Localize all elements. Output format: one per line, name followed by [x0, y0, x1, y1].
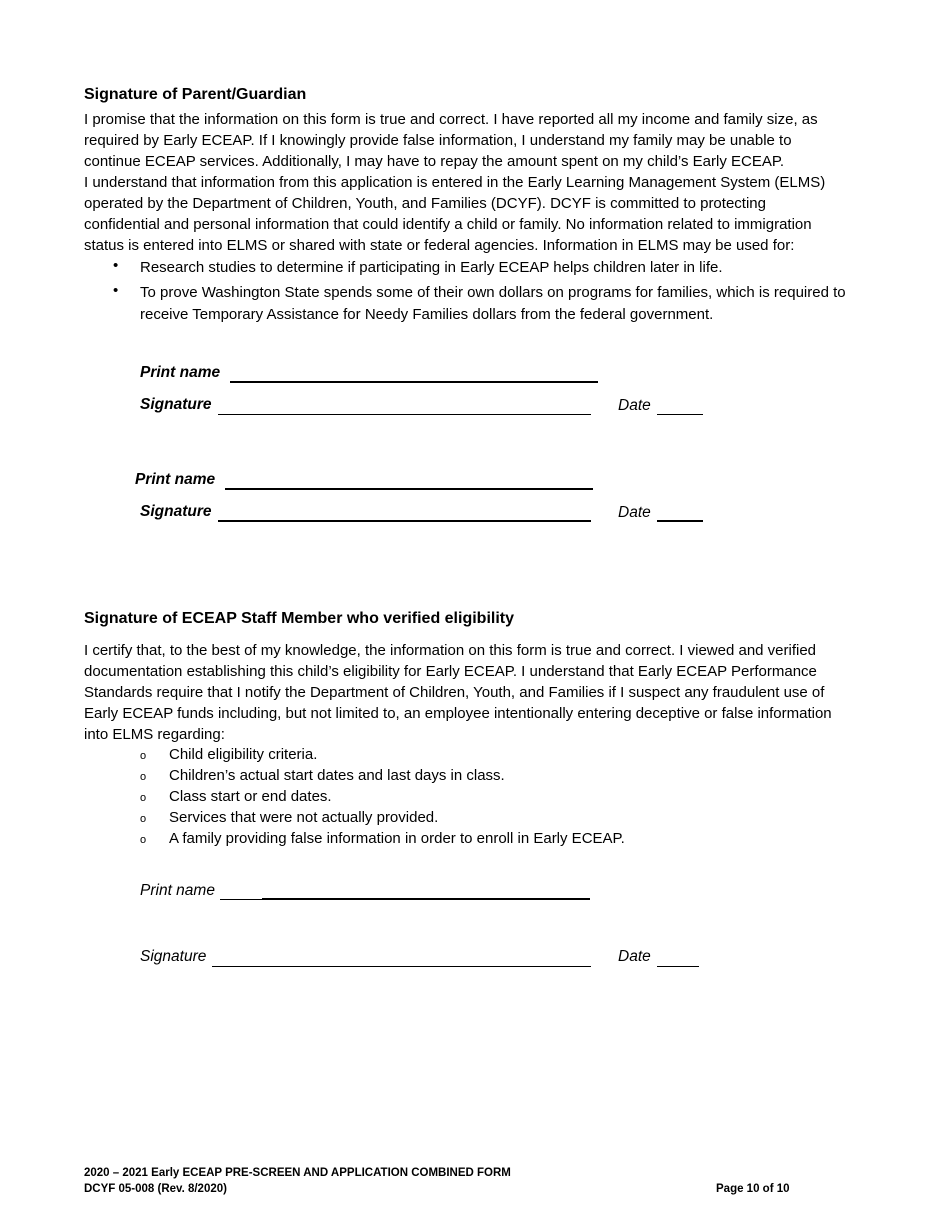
staff-paragraph-line: Standards require that I notify the Department of Children, Youth, and Families if I suspect any fraudulent use of: [84, 684, 825, 701]
date-line-1[interactable]: [657, 414, 703, 415]
list-item: Class start or end dates.: [169, 788, 332, 805]
staff-paragraph-line: into ELMS regarding:: [84, 726, 225, 743]
parent-signature-heading: Signature of Parent/Guardian: [84, 86, 307, 103]
print-name-line-3[interactable]: [262, 898, 590, 900]
footer-form-title: 2020 – 2021 Early ECEAP PRE-SCREEN AND APPLICATION COMBINED FORM: [84, 1167, 511, 1179]
print-name-label: Print name: [135, 471, 216, 488]
date-label: Date: [618, 504, 651, 521]
date-line-3[interactable]: [657, 966, 699, 967]
print-name-label: Print name: [140, 364, 221, 381]
signature-line-2[interactable]: [218, 520, 591, 522]
parent-paragraph-line: I promise that the information on this form is true and correct. I have reported all my income and family size, as: [84, 111, 818, 128]
circle-bullet-icon: o: [140, 792, 147, 804]
staff-paragraph-line: documentation establishing this child’s eligibility for Early ECEAP. I understand that Early ECEAP Performance: [84, 663, 817, 680]
circle-bullet-icon: o: [140, 834, 147, 846]
print-name-line-1[interactable]: [230, 381, 598, 383]
signature-line-3[interactable]: [212, 966, 591, 967]
circle-bullet-icon: o: [140, 750, 147, 762]
parent-paragraph-line: confidential and personal information that could identify a child or family. No information related to immigration: [84, 216, 812, 233]
signature-line-1[interactable]: [218, 414, 591, 415]
signature-label: Signature: [140, 948, 207, 965]
list-item: Research studies to determine if participating in Early ECEAP helps children later in life.: [140, 259, 723, 276]
footer-page-number: Page 10 of 10: [716, 1183, 790, 1195]
date-line-2[interactable]: [657, 520, 703, 522]
parent-paragraph-line: status is entered into ELMS or shared with state or federal agencies. Information in ELMS may be used for:: [84, 237, 795, 254]
bullet-icon: •: [113, 257, 119, 274]
staff-paragraph-line: I certify that, to the best of my knowledge, the information on this form is true and correct. I viewed and verified: [84, 642, 817, 659]
list-item: A family providing false information in order to enroll in Early ECEAP.: [169, 830, 625, 847]
date-label: Date: [618, 948, 651, 965]
list-item: Child eligibility criteria.: [169, 746, 318, 763]
list-item: Children’s actual start dates and last days in class.: [169, 767, 505, 784]
signature-label: Signature: [140, 503, 212, 520]
parent-paragraph-line: required by Early ECEAP. If I knowingly provide false information, I understand my family may be unable to: [84, 132, 792, 149]
list-item: Services that were not actually provided.: [169, 809, 439, 826]
parent-paragraph-line: continue ECEAP services. Additionally, I may have to repay the amount spent on my child’s Early ECEAP.: [84, 153, 785, 170]
footer-form-number: DCYF 05-008 (Rev. 8/2020): [84, 1183, 227, 1195]
signature-label: Signature: [140, 396, 212, 413]
staff-signature-heading: Signature of ECEAP Staff Member who verified eligibility: [84, 610, 514, 627]
date-label: Date: [618, 397, 651, 414]
staff-paragraph-line: Early ECEAP funds including, but not limited to, an employee intentionally entering deceptive or false information: [84, 705, 832, 722]
bullet-icon: •: [113, 282, 119, 299]
circle-bullet-icon: o: [140, 771, 147, 783]
print-name-line-2[interactable]: [225, 488, 593, 490]
list-item: To prove Washington State spends some of their own dollars on programs for families, which is required to receive Temporary Assistance for Needy Families dollars from the federal government.: [140, 284, 846, 323]
print-name-label: Print name: [140, 882, 215, 899]
parent-paragraph-line: I understand that information from this application is entered in the Early Learning Management System (ELMS): [84, 174, 826, 191]
parent-paragraph-line: operated by the Department of Children, Youth, and Families (DCYF). DCYF is committed to protecting: [84, 195, 766, 212]
circle-bullet-icon: o: [140, 813, 147, 825]
print-name-line-lead: [220, 899, 262, 900]
